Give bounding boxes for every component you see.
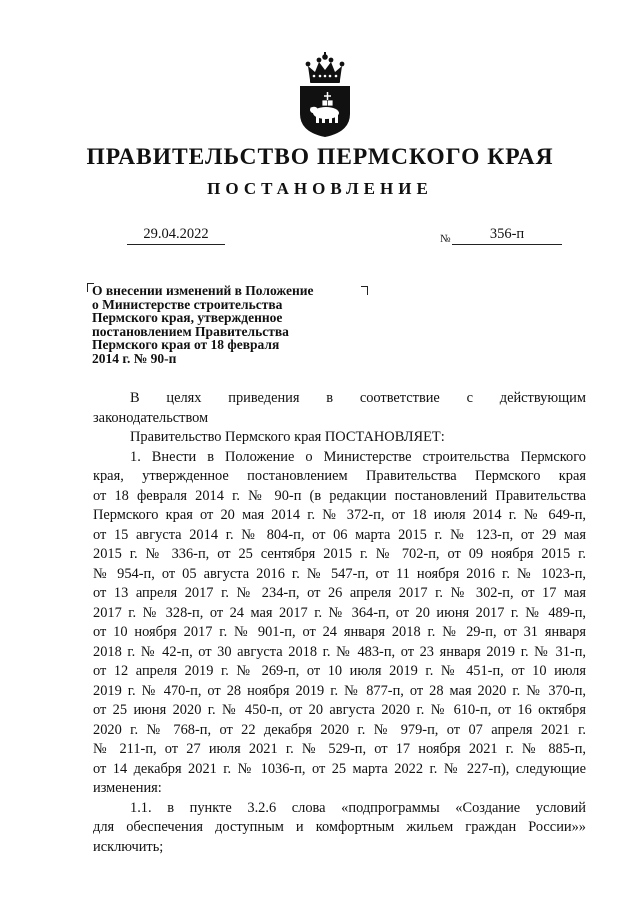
item11-line: исключить; [93, 838, 164, 855]
item1-line: от 25 июня 2020 г. № 450-п, от 20 августа 2020 г. № 610-п, от 16 октября [93, 702, 586, 718]
subject-line: о Министерстве строительства [92, 296, 283, 312]
document-number: 356-п [452, 226, 562, 245]
item1-line: от 13 апреля 2017 г. № 234-п, от 26 апреля 2017 г. № 302-п, от 17 мая [93, 585, 586, 601]
preamble-line: законодательством [93, 409, 209, 426]
item1-line: 1. Внести в Положение о Министерстве строительства Пермского [130, 448, 586, 465]
item1-line: № 211-п, от 27 июля 2021 г. № 529-п, от 17 ноября 2021 г. № 885-п, [93, 741, 586, 757]
item11-line: 1.1. в пункте 3.2.6 слова «подпрограммы «Создание условий [130, 799, 586, 816]
subject-line: Пермского края от 18 февраля [92, 337, 280, 353]
number-sign: № [440, 233, 451, 245]
subject-line: постановлением Правительства [92, 323, 289, 339]
item1-line: 2017 г. № 328-п, от 24 мая 2017 г. № 364-п, от 20 июня 2017 г. № 489-п, [93, 604, 586, 621]
item1-line: от 10 ноября 2017 г. № 901-п, от 24 января 2018 г. № 29-п, от 31 января [93, 624, 586, 640]
item1-line: 2015 г. № 336-п, от 25 сентября 2015 г. № 702-п, от 09 ноября 2015 г. [93, 546, 586, 562]
coat-of-arms-icon [296, 52, 354, 138]
item11-line: для обеспечения доступным и комфортным жильем граждан России»» [93, 819, 586, 835]
subject-line: 2014 г. № 90-п [92, 350, 177, 366]
subject-corner-right [361, 286, 368, 295]
item1-line: от 14 декабря 2021 г. № 1036-п, от 25 марта 2022 г. № 227-п), следующие [93, 760, 586, 777]
document-subject [92, 284, 362, 366]
item1-line: изменения: [93, 780, 162, 796]
resolves-line: Правительство Пермского края ПОСТАНОВЛЯЕТ: [130, 429, 445, 445]
document-body [93, 389, 586, 857]
item1-line: № 954-п, от 05 августа 2016 г. № 547-п, от 11 ноября 2016 г. № 1023-п, [93, 565, 586, 582]
item1-line: края, утвержденное постановлением Правительства Пермского края [93, 468, 586, 484]
subject-line: Пермского края, утвержденное [92, 310, 283, 326]
subject-line: О внесении изменений в Положение [92, 283, 314, 298]
item1-line: Пермского края от 20 мая 2014 г. № 372-п, от 18 июля 2014 г. № 649-п, [93, 507, 586, 523]
item1-line: от 15 августа 2014 г. № 804-п, от 06 марта 2015 г. № 123-п, от 29 мая [93, 526, 586, 543]
document-type: ПОСТАНОВЛЕНИЕ [207, 179, 433, 198]
item1-line: 2019 г. № 470-п, от 28 ноября 2019 г. № 877-п, от 28 мая 2020 г. № 370-п, [93, 682, 586, 699]
item1-line: 2018 г. № 42-п, от 30 августа 2018 г. № 483-п, от 23 января 2019 г. № 31-п, [93, 643, 586, 660]
item1-line: от 12 апреля 2019 г. № 269-п, от 10 июля 2019 г. № 451-п, от 10 июля [93, 663, 586, 679]
item1-line: от 18 февраля 2014 г. № 90-п (в редакции постановлений Правительства [93, 487, 586, 504]
document-date: 29.04.2022 [127, 226, 225, 245]
preamble-line: В целях приведения в соответствие с действующим [130, 390, 586, 406]
government-title: ПРАВИТЕЛЬСТВО ПЕРМСКОГО КРАЯ [86, 144, 554, 170]
item1-line: 2020 г. № 768-п, от 22 декабря 2020 г. № 979-п, от 07 апреля 2021 г. [93, 721, 586, 738]
